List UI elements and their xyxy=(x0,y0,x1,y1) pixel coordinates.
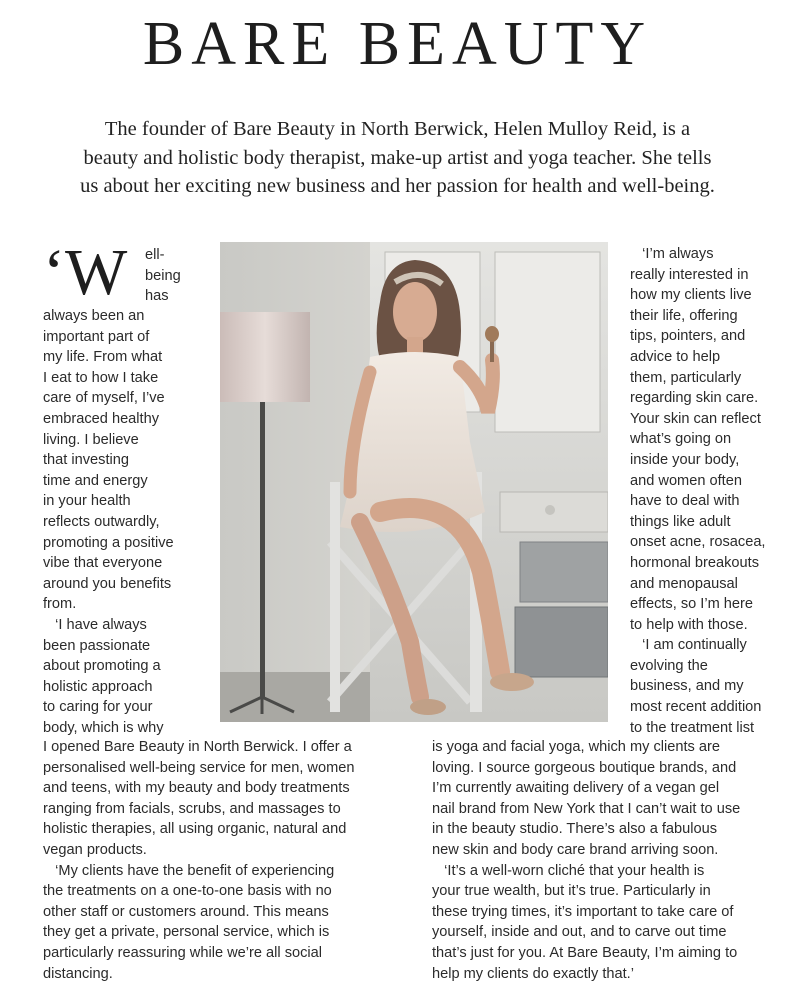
text-line: about promoting a xyxy=(43,658,161,675)
text-line: and women often xyxy=(630,472,742,489)
text-line: particularly reassuring while we’re all social xyxy=(43,944,323,961)
lamp-stand xyxy=(260,402,265,697)
text-line: vibe that everyone xyxy=(43,555,163,572)
text-line: evolving the xyxy=(630,657,708,674)
text-line: really interested in xyxy=(630,266,749,283)
text-line: around you benefits xyxy=(43,575,172,592)
text-line: advice to help xyxy=(630,348,721,365)
lamp-shade xyxy=(220,312,310,402)
chair-frame xyxy=(330,482,340,712)
text-line: your true wealth, but it’s true. Particularly in xyxy=(432,883,711,900)
text-line: and menopausal xyxy=(630,575,738,592)
text-line: their life, offering xyxy=(630,307,738,324)
text-line: holistic approach xyxy=(43,678,153,695)
text-line: the treatments on a one-to-one basis with no xyxy=(43,883,332,900)
text-line: how my clients live xyxy=(630,287,752,304)
text-line: loving. I source gorgeous boutique brands, and xyxy=(432,759,737,776)
text-line: new skin and body care brand arriving soon. xyxy=(432,841,719,858)
left-column-lower xyxy=(43,737,423,984)
text-line: personalised well-being service for men, women xyxy=(43,759,355,776)
text-line: has xyxy=(145,288,169,305)
text-line: most recent addition xyxy=(630,699,762,716)
standfirst-line: The founder of Bare Beauty in North Berwick, Helen Mulloy Reid, is a xyxy=(104,118,691,140)
text-line: effects, so I’m here xyxy=(630,596,754,613)
text-line: inside your body, xyxy=(630,451,740,468)
text-line: in your health xyxy=(43,493,131,510)
text-line: ‘I’m always xyxy=(630,246,714,262)
drop-cap: ‘W xyxy=(43,236,128,309)
text-line: they get a private, personal service, which is xyxy=(43,924,330,941)
standfirst-line: beauty and holistic body therapist, make-up artist and yoga teacher. She tells xyxy=(83,146,712,169)
vintage-trunk xyxy=(520,542,608,602)
masthead-title: BARE BEAUTY xyxy=(142,10,653,78)
text-line: ‘It’s a well-worn cliché that your health is xyxy=(432,862,705,879)
text-line: help my clients do exactly that.’ xyxy=(432,965,634,982)
text-line: have to deal with xyxy=(630,493,740,510)
text-line: hormonal breakouts xyxy=(630,554,759,571)
text-line: ell- xyxy=(145,247,165,263)
text-line: reflects outwardly, xyxy=(43,513,160,530)
sandal xyxy=(410,699,446,715)
standfirst-line: us about her exciting new business and her passion for health and well-being. xyxy=(80,175,715,197)
text-line: care of myself, I’ve xyxy=(43,390,165,407)
text-line: always been an xyxy=(43,308,145,324)
left-column-upper xyxy=(43,306,213,738)
text-line: time and energy xyxy=(43,472,148,489)
text-line: things like adult xyxy=(630,513,731,530)
drawer-knob xyxy=(545,505,555,515)
text-line: important part of xyxy=(43,328,150,345)
text-line: to help with those. xyxy=(630,616,748,633)
text-line: in the beauty studio. There’s also a fabulous xyxy=(432,821,718,838)
standfirst xyxy=(40,115,755,201)
photo-illustration xyxy=(220,242,608,722)
text-line: tips, pointers, and xyxy=(630,328,746,345)
right-column-lower xyxy=(432,737,792,984)
text-line: these trying times, it’s important to take care of xyxy=(432,903,734,920)
text-line: from. xyxy=(43,596,77,613)
text-line: holistic therapies, all using organic, natural and xyxy=(43,821,347,838)
text-line: been passionate xyxy=(43,637,151,654)
text-line: embraced healthy xyxy=(43,410,160,427)
text-line: regarding skin care. xyxy=(630,390,759,407)
text-line: to caring for your xyxy=(43,699,153,716)
text-line: vegan products. xyxy=(43,841,147,858)
text-line: ‘I am continually xyxy=(630,637,747,654)
right-column-upper xyxy=(630,244,795,738)
text-line: that’s just for you. At Bare Beauty, I’m aiming to xyxy=(432,944,738,961)
cabinet-door xyxy=(495,252,600,432)
text-line: promoting a positive xyxy=(43,534,174,551)
text-line: my life. From what xyxy=(43,349,163,366)
text-line: distancing. xyxy=(43,965,113,982)
portrait-photo xyxy=(220,242,608,722)
face xyxy=(393,282,437,342)
text-line: them, particularly xyxy=(630,369,742,386)
text-line: ranging from facials, scrubs, and massages to xyxy=(43,800,341,817)
vintage-trunk xyxy=(515,607,608,677)
text-line: and teens, with my beauty and body treatments xyxy=(43,780,350,797)
text-line: nail brand from New York that I can’t wait to use xyxy=(432,800,741,817)
text-line: to the treatment list xyxy=(630,719,755,736)
text-line: I eat to how I take xyxy=(43,369,159,386)
text-line: ‘My clients have the benefit of experiencing xyxy=(43,862,335,879)
text-line: I’m currently awaiting delivery of a vegan gel xyxy=(432,780,720,797)
text-line: other staff or customers around. This means xyxy=(43,903,329,920)
text-line: what’s going on xyxy=(630,431,732,448)
text-line: living. I believe xyxy=(43,431,139,448)
text-line: onset acne, rosacea, xyxy=(630,534,766,551)
dropcap-side-text xyxy=(145,245,205,307)
text-line: yourself, inside and out, and to carve out time xyxy=(432,924,727,941)
text-line: I opened Bare Beauty in North Berwick. I offer a xyxy=(43,739,352,755)
text-line: is yoga and facial yoga, which my clients are xyxy=(432,739,720,755)
makeup-brush-head xyxy=(485,326,499,342)
text-line: that investing xyxy=(43,452,129,469)
text-line: being xyxy=(145,267,181,284)
sandal xyxy=(490,673,534,691)
text-line: body, which is why xyxy=(43,719,164,736)
text-line: business, and my xyxy=(630,678,744,695)
text-line: Your skin can reflect xyxy=(630,410,761,427)
text-line: ‘I have always xyxy=(43,616,147,633)
